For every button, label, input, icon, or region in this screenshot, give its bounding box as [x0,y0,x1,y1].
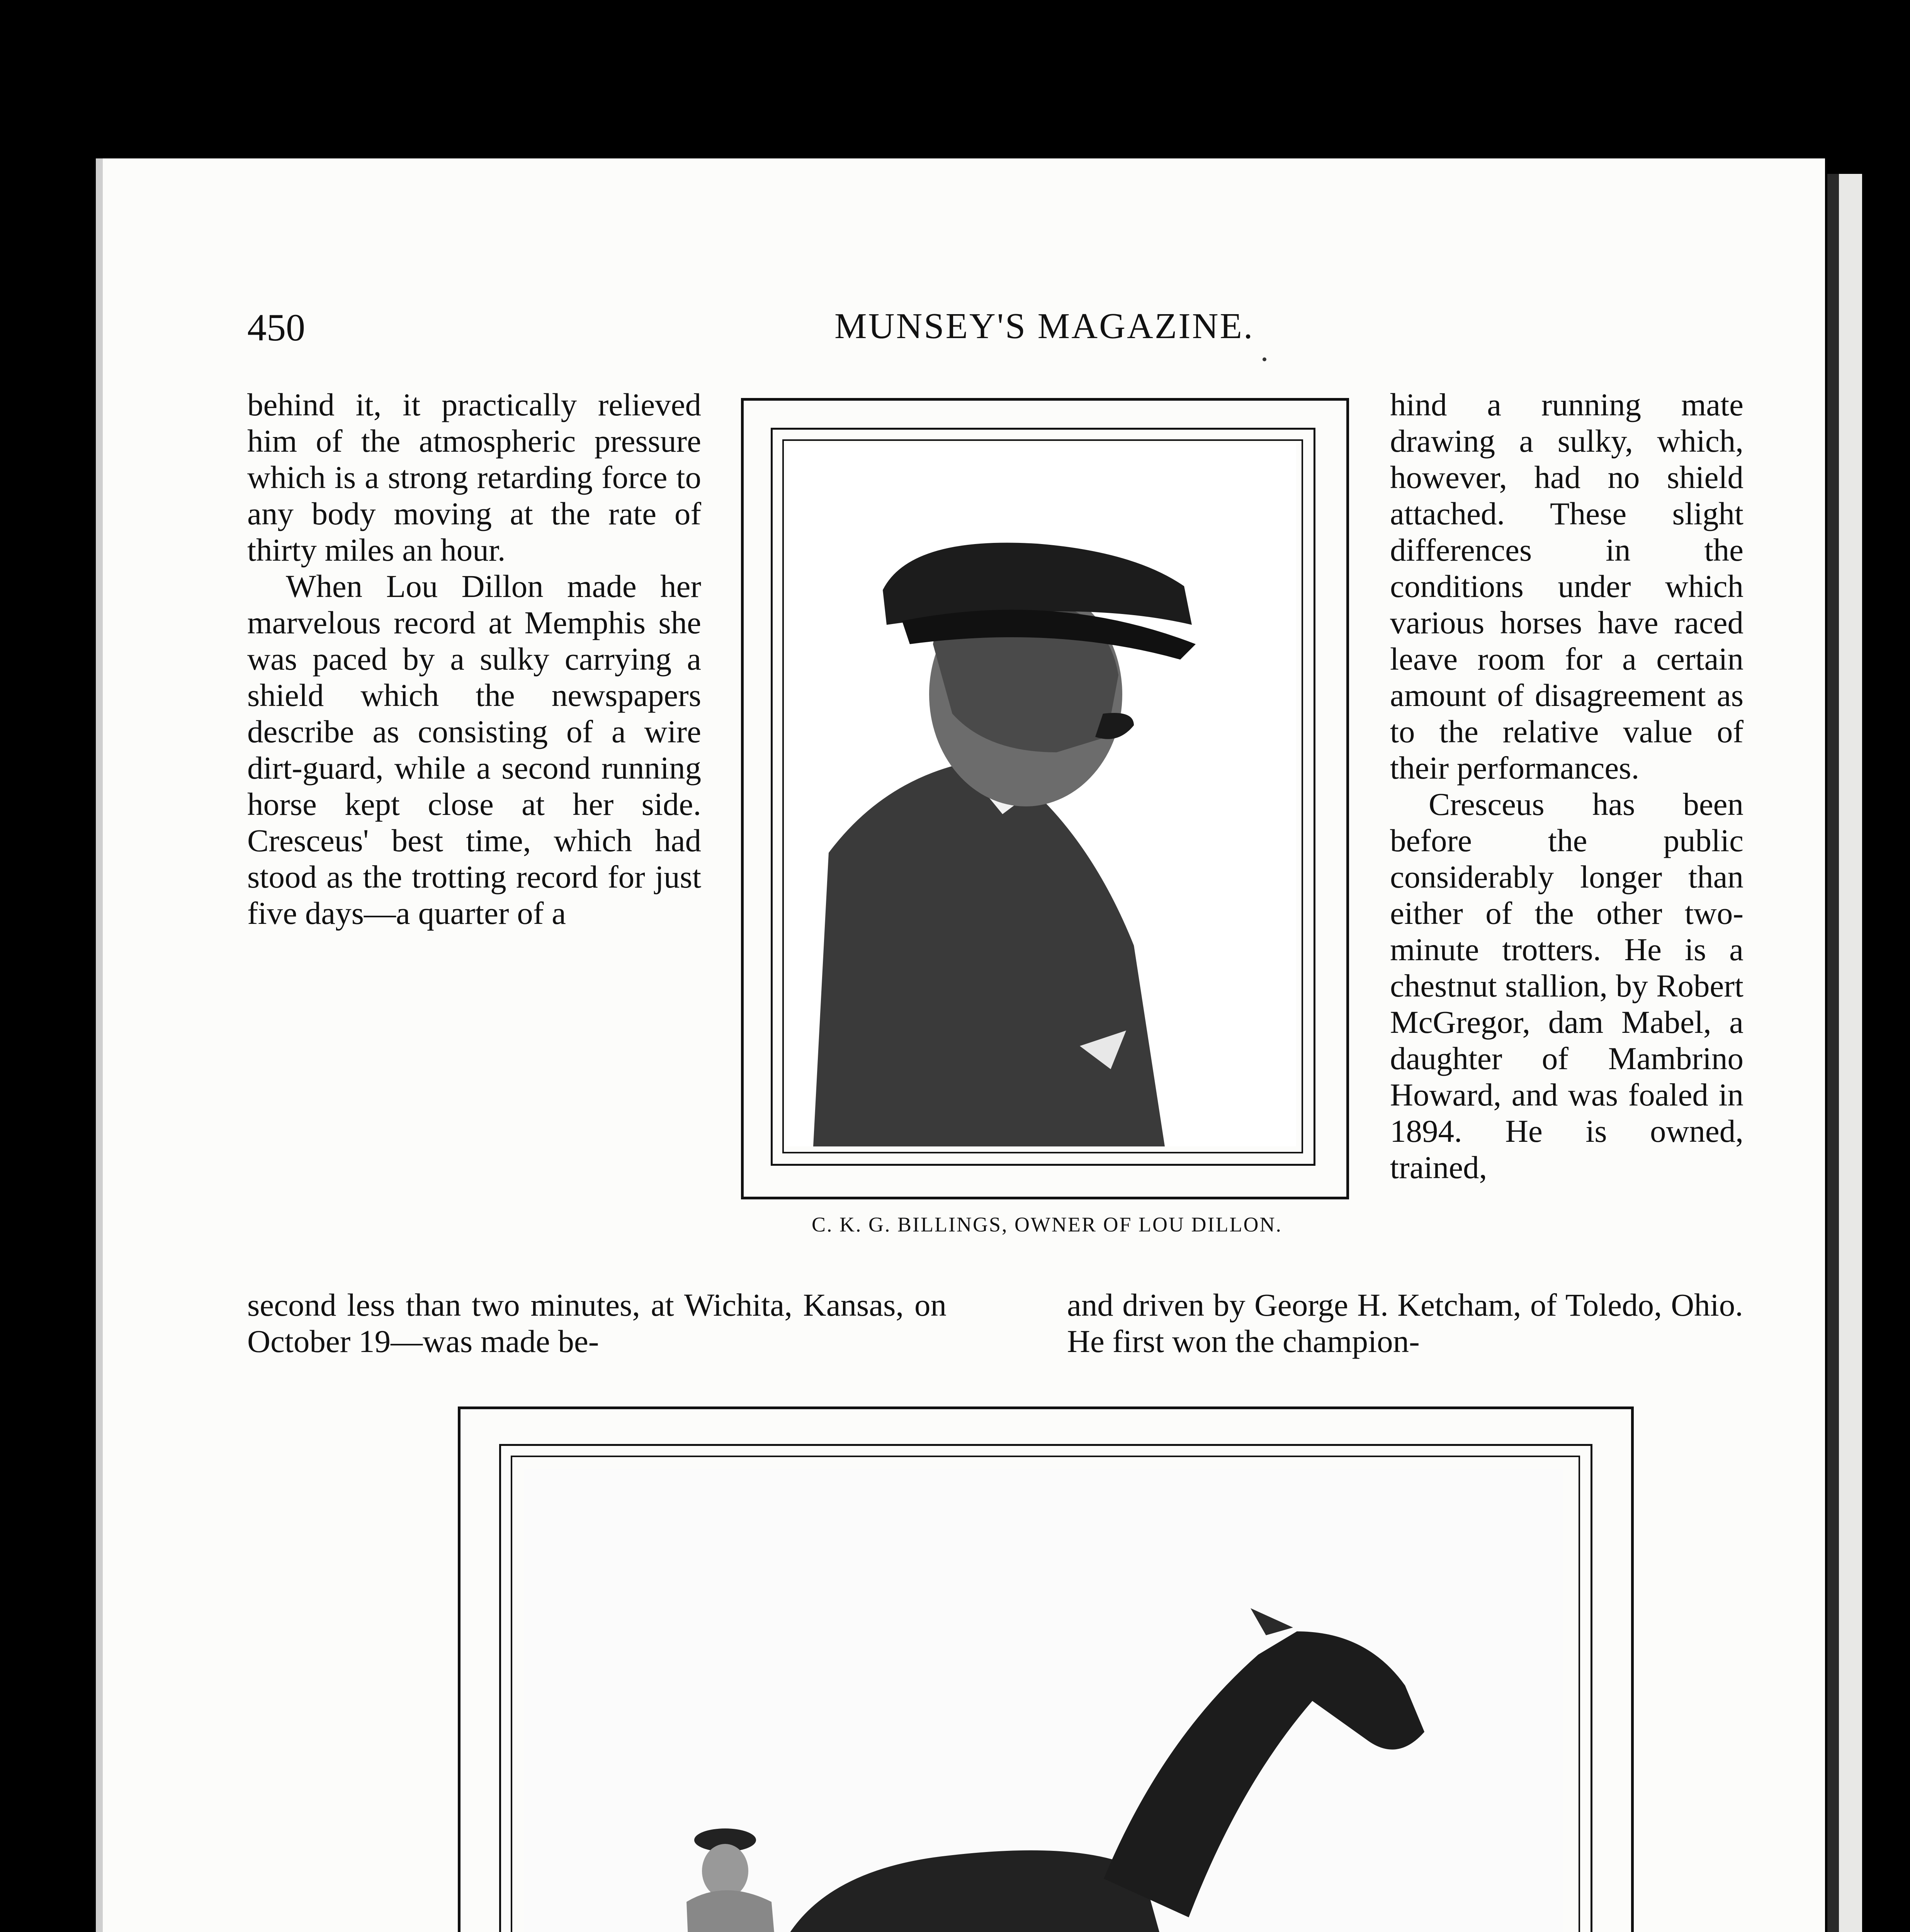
horse-photo [524,1469,1563,1932]
ink-dot [1263,357,1266,361]
portrait-photo [786,443,1296,1146]
span-right-text: and driven by George H. Ketcham, of Toledo, Ohio. He first won the champion- [1067,1287,1743,1359]
left-paragraph-2: When Lou Dillon made her marvelous record at Memphis she was paced by a sulky carrying a shield which the newspapers describe as consisting of a wire dirt-guard, while a second running horse kept close at her side. Cresceus' best time, which had stood as the trotting record for just five days—a quarter of a [247,568,701,931]
spanning-lines [247,1287,1743,1360]
span-left-text: second less than two minutes, at Wichita, Kansas, on October 19—was made be- [247,1287,947,1359]
next-page-edge [1839,174,1862,1932]
right-paragraph-2: Cresceus has been before the public considerably longer than either of the other two-minute trotters. He is a chestnut stallion, by Robert McGregor, dam Mabel, a daughter of Mambrino Howard, and was foaled in 1894. He is owned, trained, [1390,786,1743,1185]
right-paragraph-1: hind a running mate drawing a sulky, which, however, had no shield attached. These slight differences in the conditions under which various horses have raced leave room for a certain amount of disagreement as to the relative value of their performances. [1390,387,1743,786]
running-head: MUNSEY'S MAGAZINE. [834,306,1254,346]
left-paragraph-1: behind it, it practically relieved him of the atmospheric pressure which is a strong retarding force to any body moving at the rate of thirty miles an hour. [247,387,701,568]
left-column [247,386,701,931]
portrait-caption: C. K. G. BILLINGS, OWNER OF LOU DILLON. [812,1213,1282,1236]
portrait-frame [741,398,1349,1199]
horse-frame [458,1406,1634,1932]
right-column [1390,386,1743,1185]
portrait-illustration [786,443,1296,1146]
page-number: 450 [247,306,305,349]
horse-illustration [524,1469,1563,1932]
